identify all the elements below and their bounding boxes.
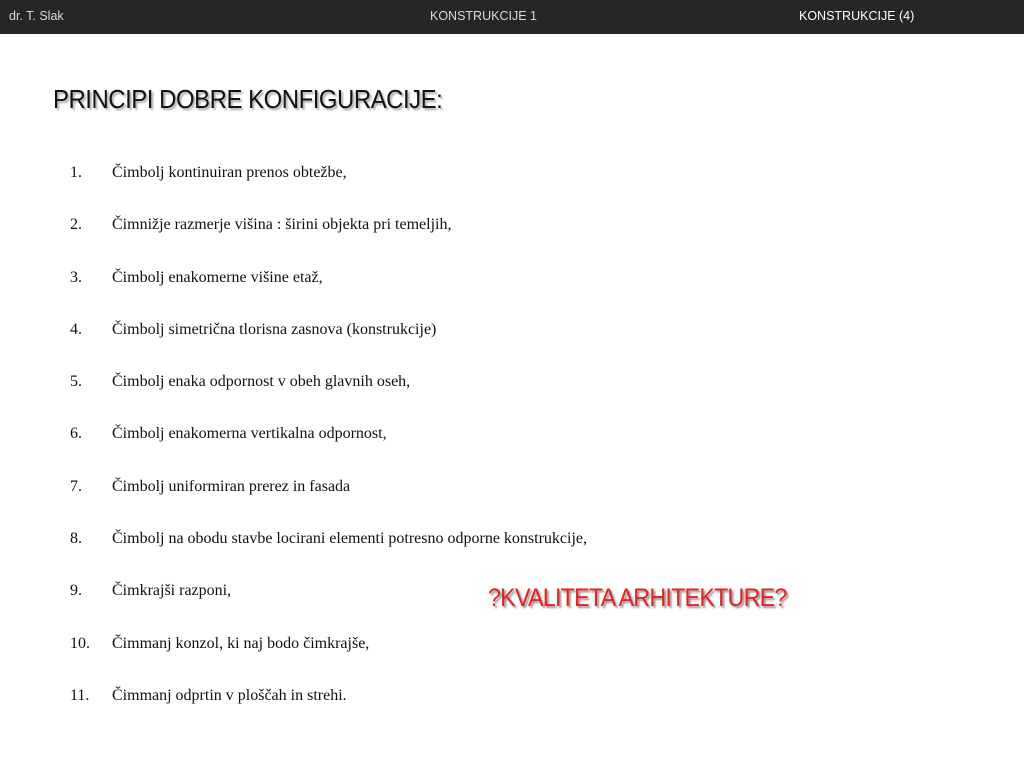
- list-item-number: 6.: [70, 425, 82, 443]
- list-item-text: Čimbolj simetrična tlorisna zasnova (konstrukcije): [112, 320, 437, 338]
- list-item-text: Čimbolj enakomerna vertikalna odpornost,: [112, 425, 387, 443]
- list-item-text: Čimmanj odprtin v ploščah in strehi.: [112, 686, 347, 704]
- list-item-text: Čimbolj enaka odpornost v obeh glavnih oseh,: [112, 373, 411, 391]
- list-item-text: Čimmanj konzol, ki naj bodo čimkrajše,: [112, 634, 370, 652]
- list-item-text: Čimnižje razmerje višina : širini objekta pri temeljih,: [112, 216, 452, 234]
- list-item-number: 8.: [70, 530, 82, 548]
- list-item-number: 3.: [70, 268, 82, 286]
- list-item-number: 7.: [70, 477, 82, 495]
- header-bar: [0, 0, 1024, 34]
- header-section: KONSTRUKCIJE (4): [799, 9, 915, 23]
- list-item-number: 2.: [70, 216, 82, 234]
- slide-title: PRINCIPI DOBRE KONFIGURACIJE:: [53, 84, 443, 114]
- list-item-text: Čimkrajši razponi,: [112, 582, 232, 600]
- list-item-text: Čimbolj kontinuiran prenos obtežbe,: [112, 164, 347, 181]
- list-item-number: 4.: [70, 320, 82, 338]
- header-author: dr. T. Slak: [9, 9, 64, 23]
- list-item-text: Čimbolj uniformiran prerez in fasada: [112, 477, 351, 495]
- list-item-number: 10.: [70, 634, 90, 652]
- list-item-number: 5.: [70, 373, 82, 391]
- list-item-number: 11.: [70, 686, 90, 704]
- list-item-number: 1.: [70, 164, 82, 181]
- header-course: KONSTRUKCIJE 1: [430, 9, 537, 23]
- list-item-number: 9.: [70, 582, 82, 600]
- list-item-text: Čimbolj na obodu stavbe locirani elementi potresno odporne konstrukcije,: [112, 530, 588, 548]
- callout-text: ?KVALITETA ARHITEKTURE?: [488, 584, 787, 612]
- list-item-text: Čimbolj enakomerne višine etaž,: [112, 268, 323, 286]
